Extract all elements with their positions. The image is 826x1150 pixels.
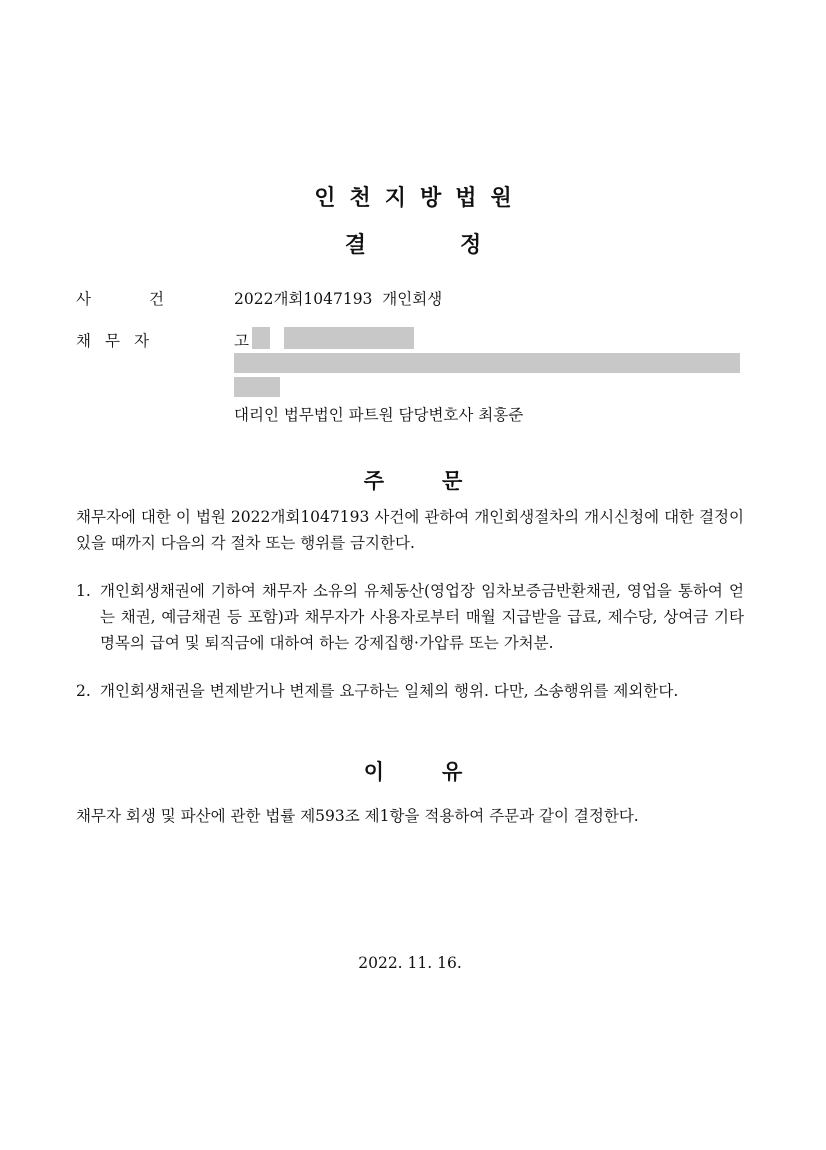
order-heading-second: 문 (442, 469, 463, 493)
case-label-first: 사 (76, 290, 91, 308)
case-number: 2022개회1047193 개인회생 (234, 290, 443, 308)
order-heading-first: 주 (363, 469, 384, 493)
document-type-second-char: 정 (460, 233, 482, 258)
redacted-name-block (252, 327, 270, 349)
redacted-address-tail (234, 377, 280, 397)
order-intro-paragraph: 채무자에 대한 이 법원 2022개회1047193 사건에 관하여 개인회생절차의 개시신청에 대한 결정이 있을 때까지 다음의 각 절차 또는 행위를 금지한다. (76, 508, 744, 552)
debtor-name-prefix: 고 (234, 332, 249, 350)
reason-heading-second: 유 (442, 760, 463, 784)
order-item-text: 개인회생채권을 변제받거나 변제를 요구하는 일체의 행위. 다만, 소송행위를 제외한다. (100, 682, 679, 700)
redacted-id-block (284, 327, 414, 349)
document-type-first-char: 결 (344, 233, 366, 258)
debtor-label: 채무자 (76, 332, 163, 350)
order-item-number: 2. (76, 682, 91, 700)
case-label (76, 287, 164, 309)
order-item-1 (76, 578, 744, 656)
decision-date: 2022. 11. 16. (358, 954, 462, 972)
case-label-second: 건 (148, 290, 164, 308)
order-item-text: 개인회생채권에 기하여 채무자 소유의 유체동산(영업장 임차보증금반환채권, 영업을 통하여 얻는 채권, 예금채권 등 포함)과 채무자가 사용자로부터 매월 지급받을 급료, 제수당, 상여금 기타 명목의 급여 및 퇴직금에 대하여 하는 강제집행·가압류 또는 가처분. (100, 582, 744, 652)
order-item-2 (76, 678, 744, 704)
reason-heading (0, 756, 826, 786)
redacted-address-line (234, 353, 740, 373)
reason-paragraph: 채무자 회생 및 파산에 관한 법률 제593조 제1항을 적용하여 주문과 같이 결정한다. (76, 807, 639, 825)
agent-info: 대리인 법무법인 파트원 담당변호사 최홍준 (234, 406, 524, 424)
order-item-number: 1. (76, 582, 91, 600)
order-heading (0, 465, 826, 495)
court-name: 인천지방법원 (314, 186, 526, 211)
reason-heading-first: 이 (363, 760, 384, 784)
document-type-title (0, 228, 826, 259)
